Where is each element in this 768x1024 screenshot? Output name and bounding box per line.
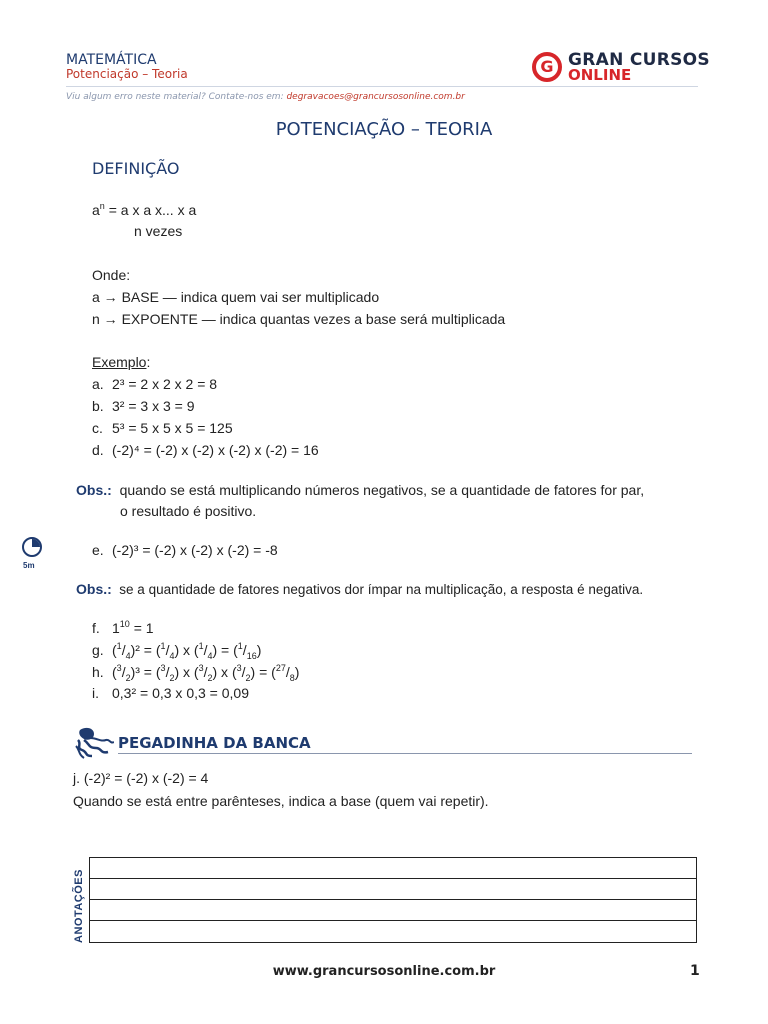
example-d-label: d. <box>92 442 104 458</box>
definition-formula <box>92 201 196 218</box>
example-f <box>92 619 154 636</box>
example-b <box>92 398 195 414</box>
anotacoes-label: ANOTAÇÕES <box>73 869 85 943</box>
obs2-line <box>76 581 643 597</box>
formula-under-label: n vezes <box>134 223 183 239</box>
notes-lines-box <box>89 857 697 943</box>
contact-prefix: Viu algum erro neste material? Contate-nos em: <box>66 92 287 102</box>
example-a-text: 2³ = 2 x 2 x 2 = 8 <box>112 376 218 392</box>
logo-text-line1: GRAN CURSOS <box>568 50 710 70</box>
example-f-rest: = 1 <box>129 620 154 636</box>
example-a <box>92 376 217 392</box>
example-f-label: f. <box>92 620 100 636</box>
logo-text-line2: ONLINE <box>568 66 632 84</box>
pegadinha-note: Quando se está entre parênteses, indica a base (quem vai repetir). <box>73 793 489 809</box>
timer-label: 5m <box>23 561 35 570</box>
example-c <box>92 420 233 436</box>
pegadinha-divider <box>118 753 692 754</box>
header-divider <box>66 86 698 87</box>
example-d <box>92 442 319 458</box>
pegadinha-title: PEGADINHA DA BANCA <box>118 734 311 752</box>
example-b-label: b. <box>92 398 104 414</box>
formula-base: a <box>92 202 100 218</box>
base-definition: a → BASE — indica quem vai ser multiplicado <box>92 289 380 305</box>
subject-title: MATEMÁTICA <box>66 52 157 68</box>
obs2-label: Obs.: <box>76 581 112 597</box>
onde-label: Onde: <box>92 267 131 283</box>
formula-exponent: n <box>99 201 105 211</box>
page-title: POTENCIAÇÃO – TEORIA <box>275 119 493 140</box>
obs1-line1 <box>76 482 644 498</box>
example-i <box>92 685 249 701</box>
example-h-label: h. <box>92 664 104 680</box>
page-number: 1 <box>690 963 700 979</box>
example-h <box>92 663 299 683</box>
obs2-text: se a quantidade de fatores negativos dor ímpar na multiplicação, a resposta é negativa. <box>119 582 644 597</box>
example-i-label: i. <box>92 685 99 701</box>
formula-expansion: = a x a x... x a <box>104 202 197 218</box>
contact-email-link[interactable]: degravacoes@grancursosonline.com.br <box>286 92 465 102</box>
example-c-label: c. <box>92 420 103 436</box>
example-f-exp: 10 <box>119 619 130 629</box>
notes-line <box>90 899 696 900</box>
example-e <box>92 542 278 558</box>
obs1-line2: o resultado é positivo. <box>120 503 257 519</box>
example-g-text: $(^1/_4)^2 = (^1/_4)$ x $(^1/_4) = (^1/_{16})$ <box>112 641 262 661</box>
example-i-text: 0,3² = 0,3 x 0,3 = 0,09 <box>112 685 249 701</box>
example-a-label: a. <box>92 376 104 392</box>
gran-cursos-logo <box>532 50 710 84</box>
pegadinha-example: j. (-2)² = (-2) x (-2) = 4 <box>73 770 209 786</box>
examples-colon: : <box>146 354 151 370</box>
timer-icon <box>22 537 42 557</box>
example-f-base: 1 <box>112 620 120 636</box>
example-h-text: $(^3/_2)^3 = (^3/_2)$ x $(^3/_2)$ x $(^3/_2) = (^{27}/_8)$ <box>112 663 300 683</box>
definition-heading: DEFINIÇÃO <box>92 159 180 178</box>
octopus-icon <box>72 724 114 760</box>
subject-subtitle: Potenciação – Teoria <box>66 67 188 81</box>
example-g <box>92 641 261 661</box>
obs1-text: quando se está multiplicando números negativos, se a quantidade de fatores for par, <box>119 482 645 498</box>
exponent-definition: n → EXPOENTE — indica quantas vezes a base será multiplicada <box>92 311 506 327</box>
example-b-text: 3² = 3 x 3 = 9 <box>112 398 195 414</box>
notes-line <box>90 920 696 921</box>
example-d-text: (-2)⁴ = (-2) x (-2) x (-2) x (-2) = 16 <box>112 442 319 458</box>
example-g-label: g. <box>92 642 104 658</box>
obs1-label: Obs.: <box>76 482 112 498</box>
example-e-text: (-2)³ = (-2) x (-2) x (-2) = -8 <box>112 542 278 558</box>
contact-line <box>66 92 465 102</box>
footer-url[interactable]: www.grancursosonline.com.br <box>272 964 496 979</box>
example-e-label: e. <box>92 542 104 558</box>
notes-line <box>90 878 696 879</box>
logo-g-icon: G <box>532 52 562 82</box>
example-c-text: 5³ = 5 x 5 x 5 = 125 <box>112 420 233 436</box>
examples-heading <box>92 354 150 370</box>
examples-label: Exemplo <box>92 354 147 370</box>
